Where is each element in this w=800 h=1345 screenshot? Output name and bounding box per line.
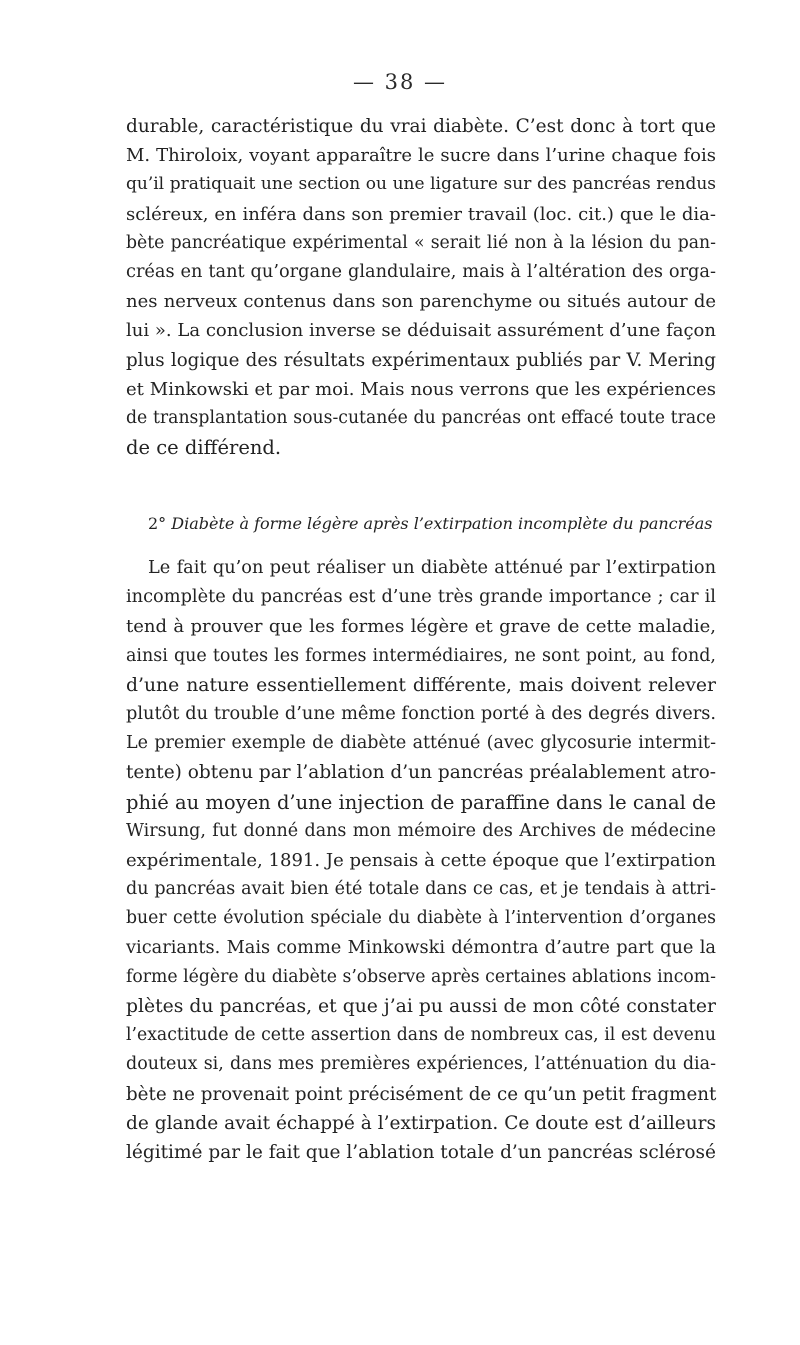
paragraph-line: bète pancréatique expérimental « serait lié non à la lésion du pan- [126,232,716,253]
paragraph-line: d’une nature essentiellement différente, mais doivent relever [126,674,716,696]
paragraph-line: du pancréas avait bien été totale dans ce cas, et je tendais à attri- [126,879,716,900]
paragraph-line: de transplantation sous-cutanée du pancréas ont effacé toute trace [126,408,716,429]
paragraph-line: durable, caractéristique du vrai diabète. C’est donc à tort que [126,116,716,137]
paragraph-line: plus logique des résultats expérimentaux publiés par V. Mering [126,349,716,371]
paragraph-line: l’exactitude de cette assertion dans de nombreux cas, il est devenu [126,1025,716,1046]
paragraph-line: scléreux, en inféra dans son premier travail (loc. cit.) que le dia- [126,203,716,225]
paragraph-line: phié au moyen d’une injection de paraffine dans le canal de [126,790,717,814]
section-title: Diabète à forme légère après l’extirpation incomplète du pancréas [171,514,713,533]
page-number: — 38 — [352,70,448,94]
paragraph-line: tend à prouver que les formes légère et grave de cette maladie, [126,616,716,638]
paragraph-2 [126,554,716,1167]
paragraph-line: forme légère du diabète s’observe après certaines ablations incom- [126,966,716,987]
paragraph-line: Le fait qu’on peut réaliser un diabète atténué par l’extirpation [148,558,716,578]
paragraph-line: vicariants. Mais comme Minkowski démontra d’autre part que la [126,937,716,958]
paragraph-line: Wirsung, fut donné dans mon mémoire des Archives de médecine [126,820,716,841]
paragraph-line: légitimé par le fait que l’ablation totale d’un pancréas sclérosé [126,1142,716,1164]
paragraph-line: ainsi que toutes les formes intermédiaires, ne sont point, au fond, [126,645,716,666]
section-number: 2° [148,514,167,533]
paragraph-1 [126,112,716,462]
paragraph-line: Le premier exemple de diabète atténué (avec glycosurie intermit- [126,733,716,754]
paragraph-line: de ce différend. [126,436,282,460]
paragraph-line: plutôt du trouble d’une même fonction porté à des degrés divers. [126,704,716,725]
paragraph-line: et Minkowski et par moi. Mais nous verrons que les expériences [126,378,716,400]
paragraph-line: de glande avait échappé à l’extirpation. Ce doute est d’ailleurs [126,1112,716,1134]
paragraph-line: expérimentale, 1891. Je pensais à cette époque que l’extirpation [126,850,716,872]
paragraph-line: nes nerveux contenus dans son parenchyme ou situés autour de [126,291,716,313]
paragraph-line: créas en tant qu’organe glandulaire, mais à l’altération des orga- [126,262,716,283]
paragraph-line: douteux si, dans mes premières expériences, l’atténuation du dia- [126,1054,716,1075]
paragraph-line: bète ne provenait point précisément de ce qu’un petit fragment [126,1083,717,1105]
paragraph-line: tente) obtenu par l’ablation d’un pancréas préalablement atro- [126,762,716,784]
paragraph-line: M. Thiroloix, voyant apparaître le sucre dans l’urine chaque fois [126,145,716,167]
paragraph-line: lui ». La conclusion inverse se déduisait assurément d’une façon [126,320,716,342]
paragraph-line: incomplète du pancréas est d’une très grande importance ; car il [126,587,716,608]
paragraph-line: buer cette évolution spéciale du diabète à l’intervention d’organes [126,908,716,929]
paragraph-line: qu’il pratiquait une section ou une ligature sur des pancréas rendus [126,174,716,195]
paragraph-line: plètes du pancréas, et que j’ai pu aussi de mon côté constater [126,996,716,1018]
section-heading [148,514,716,533]
